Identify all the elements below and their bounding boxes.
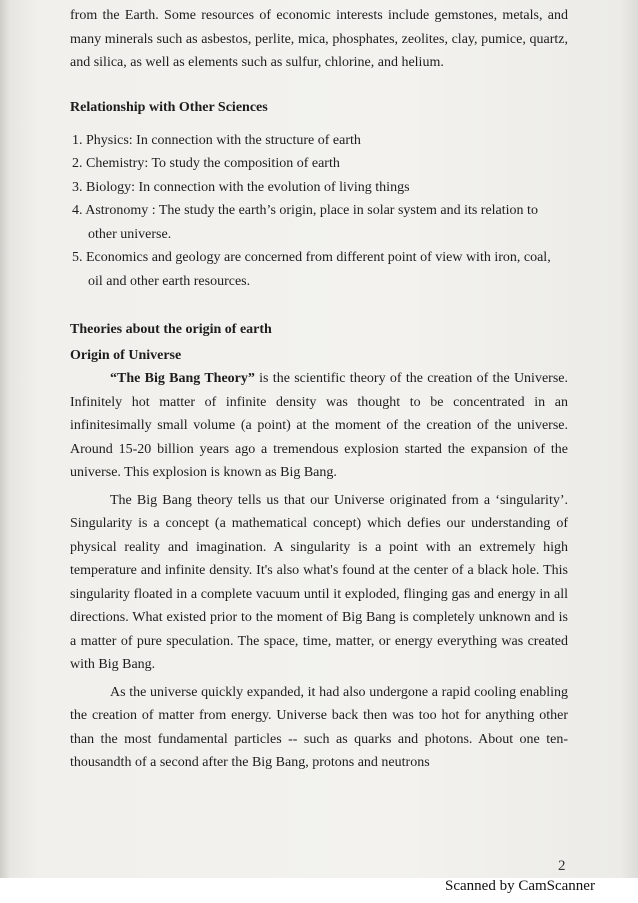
list-item: 3. Biology: In connection with the evolution of living things bbox=[72, 179, 410, 195]
relationship-heading: Relationship with Other Sciences bbox=[70, 99, 268, 115]
big-bang-lead: “The Big Bang Theory” bbox=[110, 371, 255, 386]
page-content bbox=[70, 0, 568, 775]
list-item: 5. Economics and geology are concerned from different point of view with iron, coal, oil and other earth resources. bbox=[72, 250, 551, 289]
big-bang-paragraph bbox=[70, 367, 568, 485]
intro-paragraph: from the Earth. Some resources of economic interests include gemstones, metals, and many minerals such as asbestos, perlite, mica, phosphates, zeolites, clay, pumice, quartz, and silica, as well as elements such as sulfur, chlorine, and helium. bbox=[70, 8, 568, 70]
expansion-paragraph: As the universe quickly expanded, it had also undergone a rapid cooling enabling the creation of matter from energy. Universe back then was too hot for anything other than the most fundamental particles -- such as quarks and photons. About one ten-thousandth of a second after the Big Bang, protons and neutrons bbox=[70, 684, 568, 770]
sciences-list bbox=[70, 129, 568, 294]
page-number: 2 bbox=[558, 858, 566, 874]
big-bang-text: is the scientific theory of the creation of the Universe. Infinitely hot matter of infinite density was thought to be concentrated in an infinitesimally small volume (a point) at the moment of the creation of the universe. Around 15-20 billion years ago a tremendous explosion started the expansion of the universe. This explosion is known as Big Bang. bbox=[70, 371, 568, 480]
theories-heading: Theories about the origin of earth bbox=[70, 322, 272, 337]
scanner-watermark: Scanned by CamScanner bbox=[445, 878, 595, 894]
singularity-paragraph: The Big Bang theory tells us that our Universe originated from a ‘singularity’. Singularity is a concept (a mathematical concept) which defies our understanding of physical reality and imagination. A singularity is a point with an extremely high temperature and infinite density. It's also what's found at the center of a black hole. This singularity floated in a complete vacuum until it exploded, flinging gas and energy in all directions. What existed prior to the moment of Big Bang is completely unknown and is a matter of pure speculation. The space, time, matter, or energy everything was created with Big Bang. bbox=[70, 492, 568, 672]
list-item: 4. Astronomy : The study the earth’s origin, place in solar system and its relation to other universe. bbox=[72, 203, 538, 242]
origin-subheading: Origin of Universe bbox=[70, 348, 182, 363]
list-item: 1. Physics: In connection with the structure of earth bbox=[72, 132, 361, 148]
list-item: 2. Chemistry: To study the composition of earth bbox=[72, 156, 340, 171]
